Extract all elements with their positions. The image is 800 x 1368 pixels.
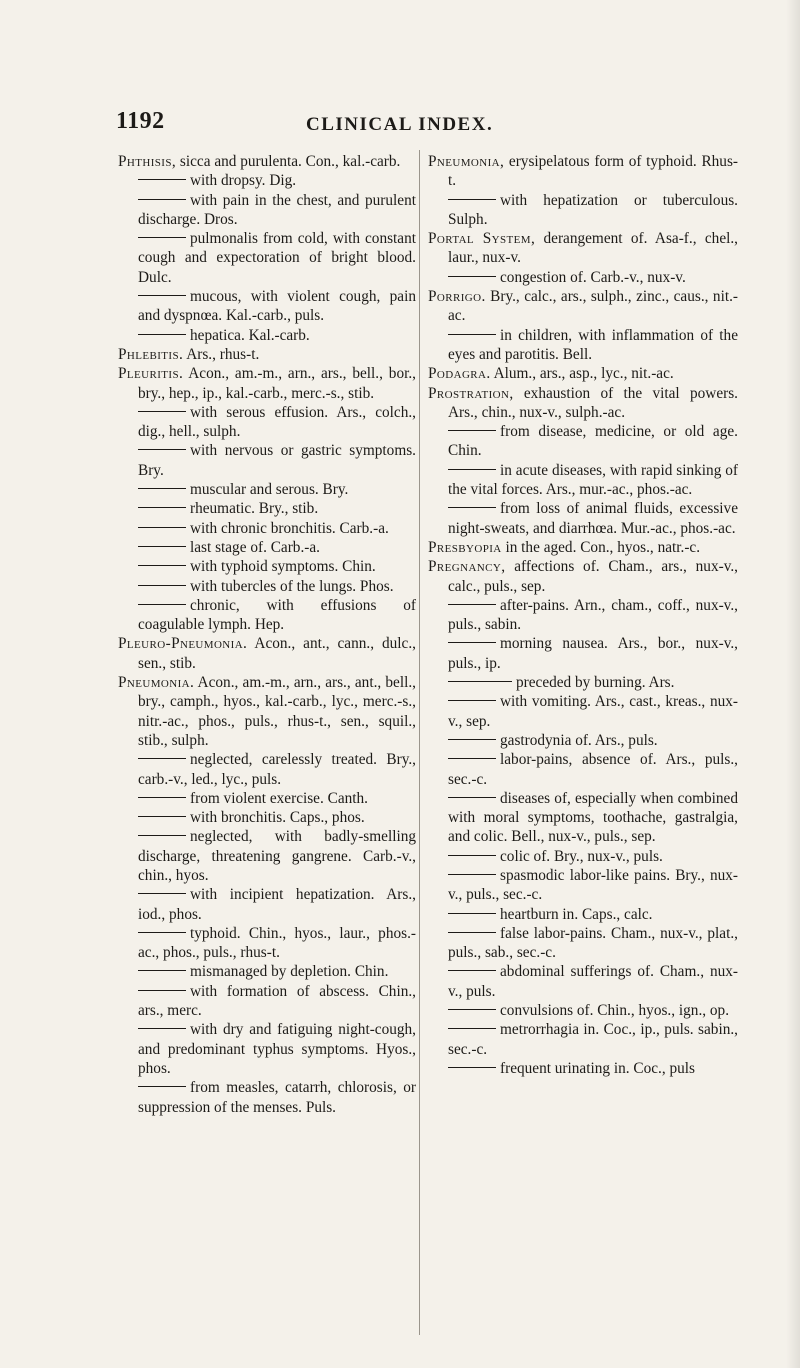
index-subentry-text: with serous effusion. Ars., colch., dig., hell., sulph. — [138, 403, 416, 441]
index-subentry — [428, 268, 738, 287]
index-remedies: Alum., ars., asp., lyc., nit.-ac. — [490, 365, 674, 383]
index-remedies: Acon., ant., cann., dulc., sen., stib. — [138, 635, 416, 672]
ditto-dash — [448, 874, 496, 875]
index-subentry-text: frequent urinating in. Coc., puls — [500, 1059, 695, 1077]
index-entry — [428, 557, 738, 596]
index-term: Pneumonia. — [118, 674, 195, 692]
index-subentry — [428, 866, 738, 905]
index-subentry — [428, 634, 738, 673]
ditto-dash — [448, 1009, 496, 1010]
index-remedies: erysipelatous form of typhoid. Rhus-t. — [448, 153, 738, 190]
index-subentry — [118, 557, 416, 576]
index-subentry — [118, 808, 416, 827]
index-entry — [118, 673, 416, 750]
index-subentry-text: with tubercles of the lungs. Phos. — [190, 577, 394, 595]
index-subentry — [118, 287, 416, 326]
index-entry — [118, 345, 416, 364]
index-subentry-text: colic of. Bry., nux-v., puls. — [500, 847, 663, 865]
ditto-dash — [448, 970, 496, 971]
index-subentry — [118, 1078, 416, 1117]
ditto-dash — [138, 932, 186, 933]
index-entry — [428, 384, 738, 423]
ditto-dash — [138, 1086, 186, 1087]
index-subentry-text: gastrodynia of. Ars., puls. — [500, 731, 658, 749]
index-subentry-text: with pain in the chest, and purulent discharge. Dros. — [138, 191, 416, 228]
index-subentry-text: with bronchitis. Caps., phos. — [190, 809, 365, 827]
ditto-dash — [138, 488, 186, 489]
page-number: 1192 — [116, 108, 165, 134]
index-subentry — [428, 750, 738, 789]
ditto-dash — [448, 681, 512, 682]
index-subentry — [118, 441, 416, 480]
index-term: Prostration, — [428, 384, 514, 402]
index-subentry — [428, 326, 738, 365]
page-edge-shadow — [786, 0, 800, 1368]
index-subentry-text: from measles, catarrh, chlorosis, or suppression of the menses. Puls. — [138, 1079, 416, 1116]
ditto-dash — [138, 816, 186, 817]
index-subentry — [428, 461, 738, 500]
index-term: Podagra. — [428, 365, 491, 383]
ditto-dash — [138, 893, 186, 894]
index-term: Pneumonia, — [428, 153, 505, 170]
index-subentry-text: with dry and fatiguing night-cough, and predominant typhus symptoms. Hyos., phos. — [138, 1021, 416, 1077]
index-subentry-text: from violent exercise. Canth. — [190, 789, 368, 807]
index-entry — [428, 229, 738, 268]
ditto-dash — [138, 565, 186, 566]
index-subentry — [118, 326, 416, 345]
index-subentry-text: morning nausea. Ars., bor., nux-v., puls., ip. — [448, 635, 738, 672]
index-remedies: derangement of. Asa-f., chel., laur., nux-v. — [448, 230, 739, 267]
running-head: CLINICAL INDEX. — [306, 114, 494, 135]
index-entry — [428, 538, 738, 557]
index-subentry-text: with incipient hepatization. Ars., iod., phos. — [138, 886, 416, 923]
index-subentry — [428, 1059, 738, 1078]
index-subentry-text: with nervous or gastric symptoms. Bry. — [138, 442, 416, 479]
ditto-dash — [138, 797, 186, 798]
index-entry — [118, 364, 416, 403]
ditto-dash — [138, 604, 186, 605]
index-subentry — [428, 905, 738, 924]
index-remedies: Acon., am.-m., arn., ars., ant., bell., bry., camph., hyos., kal.-carb., lyc., merc.-s., nitr.-ac., phos., puls., rhus-t., sen., squil., stib., sulph. — [138, 674, 416, 749]
index-subentry — [428, 1001, 738, 1020]
ditto-dash — [138, 334, 186, 335]
index-term: Pregnancy, — [428, 558, 506, 576]
index-column-right — [428, 152, 738, 1078]
ditto-dash — [138, 411, 186, 412]
index-term: Pleuritis. — [118, 365, 184, 383]
index-term: Pleuro-Pneumonia. — [118, 635, 248, 653]
index-subentry-text: metrorrhagia in. Coc., ip., puls. sabin., sec.-c. — [448, 1021, 738, 1058]
index-subentry-text: hepatica. Kal.-carb. — [190, 326, 310, 344]
index-remedies: Ars., rhus-t. — [183, 345, 260, 363]
index-subentry-text: in acute diseases, with rapid sinking of the vital forces. Ars., mur.-ac., phos.-ac. — [448, 461, 738, 499]
ditto-dash — [448, 1028, 496, 1029]
index-subentry — [428, 191, 738, 230]
index-entry — [428, 287, 738, 326]
index-subentry-text: diseases of, especially when combined with moral symptoms, toothache, gastralgia, and colic. Bell., nux-v., puls., sep. — [448, 789, 738, 846]
ditto-dash — [448, 700, 496, 701]
ditto-dash — [448, 855, 496, 856]
index-remedies: Acon., am.-m., arn., ars., bell., bor., bry., hep., ip., kal.-carb., merc.-s., stib. — [138, 365, 416, 402]
ditto-dash — [448, 1067, 496, 1068]
index-subentry — [118, 962, 416, 981]
index-subentry — [118, 924, 416, 963]
index-subentry — [428, 924, 738, 963]
index-remedies: in the aged. Con., hyos., natr.-c. — [501, 538, 701, 556]
index-subentry-text: rheumatic. Bry., stib. — [190, 500, 319, 518]
index-subentry-text: typhoid. Chin., hyos., laur., phos.-ac., phos., puls., rhus-t. — [138, 924, 416, 962]
ditto-dash — [138, 507, 186, 508]
index-term: Phthisis, — [118, 153, 177, 170]
index-subentry-text: after-pains. Arn., cham., coff., nux-v., puls., sabin. — [448, 596, 738, 634]
index-subentry-text: labor-pains, absence of. Ars., puls., sec.-c. — [448, 751, 738, 788]
index-entry — [428, 152, 738, 191]
index-subentry — [428, 692, 738, 731]
ditto-dash — [448, 507, 496, 508]
ditto-dash — [448, 642, 496, 643]
index-subentry — [118, 538, 416, 557]
ditto-dash — [138, 295, 186, 296]
ditto-dash — [138, 237, 186, 238]
index-subentry-text: neglected, carelessly treated. Bry., carb.-v., led., lyc., puls. — [138, 751, 416, 788]
ditto-dash — [448, 739, 496, 740]
index-subentry-text: pulmonalis from cold, with constant cough and expectoration of bright blood. Dulc. — [138, 230, 416, 286]
index-column-left — [118, 152, 416, 1117]
index-term: Porrigo. — [428, 288, 486, 306]
index-subentry-text: from disease, medicine, or old age. Chin. — [448, 423, 738, 460]
index-subentry — [118, 480, 416, 499]
index-subentry — [118, 789, 416, 808]
index-subentry-text: spasmodic labor-like pains. Bry., nux-v., puls., sec.-c. — [448, 866, 738, 904]
column-divider — [419, 150, 420, 1335]
ditto-dash — [138, 990, 186, 991]
index-subentry — [118, 403, 416, 442]
index-subentry — [428, 731, 738, 750]
index-subentry — [118, 982, 416, 1021]
index-subentry — [428, 789, 738, 847]
index-subentry-text: heartburn in. Caps., calc. — [500, 905, 653, 923]
ditto-dash — [138, 449, 186, 450]
index-subentry — [118, 171, 416, 190]
ditto-dash — [138, 179, 186, 180]
index-subentry — [118, 750, 416, 789]
index-entry — [428, 364, 738, 383]
index-subentry — [118, 827, 416, 885]
ditto-dash — [448, 276, 496, 277]
index-subentry — [118, 596, 416, 635]
index-remedies: exhaustion of the vital powers. Ars., chin., nux-v., sulph.-ac. — [448, 384, 738, 421]
index-subentry-text: with formation of abscess. Chin., ars., merc. — [138, 982, 416, 1020]
index-subentry-text: mucous, with violent cough, pain and dyspnœa. Kal.-carb., puls. — [138, 288, 416, 325]
index-subentry-text: congestion of. Carb.-v., nux-v. — [500, 268, 686, 286]
index-subentry — [118, 499, 416, 518]
index-subentry-text: preceded by burning. Ars. — [516, 674, 675, 692]
index-subentry — [118, 229, 416, 287]
ditto-dash — [138, 1028, 186, 1029]
index-subentry-text: false labor-pains. Cham., nux-v., plat., puls., sab., sec.-c. — [448, 924, 738, 962]
ditto-dash — [448, 334, 496, 335]
ditto-dash — [448, 932, 496, 933]
index-remedies: affections of. Cham., ars., nux-v., calc., puls., sep. — [448, 558, 738, 595]
index-term: Presbyopia — [428, 538, 502, 556]
index-subentry-text: with chronic bronchitis. Carb.-a. — [190, 519, 389, 537]
index-term: Portal System, — [428, 230, 536, 248]
index-subentry — [118, 885, 416, 924]
index-subentry-text: abdominal sufferings of. Cham., nux-v., puls. — [448, 963, 738, 1000]
index-subentry — [428, 673, 738, 692]
ditto-dash — [138, 527, 186, 528]
index-subentry-text: with typhoid symptoms. Chin. — [190, 558, 376, 576]
ditto-dash — [448, 913, 496, 914]
ditto-dash — [138, 585, 186, 586]
index-subentry-text: with dropsy. Dig. — [190, 172, 297, 190]
index-term: Phlebitis. — [118, 345, 184, 363]
index-subentry-text: convulsions of. Chin., hyos., ign., op. — [500, 1002, 730, 1020]
ditto-dash — [448, 430, 496, 431]
index-subentry — [428, 422, 738, 461]
index-subentry-text: last stage of. Carb.-a. — [190, 538, 320, 556]
index-subentry-text: chronic, with effusions of coagulable lymph. Hep. — [138, 596, 416, 634]
index-subentry — [118, 577, 416, 596]
index-subentry — [118, 519, 416, 538]
index-subentry — [428, 847, 738, 866]
index-remedies: Bry., calc., ars., sulph., zinc., caus., nit.-ac. — [448, 288, 738, 325]
ditto-dash — [138, 835, 186, 836]
ditto-dash — [448, 758, 496, 759]
index-subentry-text: with vomiting. Ars., cast., kreas., nux-v., sep. — [448, 693, 738, 730]
index-subentry-text: in children, with inflammation of the eyes and parotitis. Bell. — [448, 326, 738, 363]
index-subentry-text: from loss of animal fluids, excessive night-sweats, and diarrhœa. Mur.-ac., phos.-ac. — [448, 500, 738, 537]
ditto-dash — [448, 199, 496, 200]
index-subentry — [428, 596, 738, 635]
index-subentry-text: with hepatization or tuberculous. Sulph. — [448, 191, 738, 228]
ditto-dash — [138, 199, 186, 200]
index-subentry-text: muscular and serous. Bry. — [190, 481, 349, 499]
index-subentry — [428, 962, 738, 1001]
index-entry — [118, 152, 416, 171]
index-subentry — [118, 191, 416, 230]
ditto-dash — [448, 469, 496, 470]
ditto-dash — [448, 604, 496, 605]
ditto-dash — [138, 758, 186, 759]
index-entry — [118, 634, 416, 673]
ditto-dash — [448, 797, 496, 798]
index-subentry-text: neglected, with badly-smelling discharge, threatening gangrene. Carb.-v., chin., hyos. — [138, 828, 416, 884]
index-subentry-text: mismanaged by depletion. Chin. — [190, 963, 389, 981]
index-subentry — [428, 1020, 738, 1059]
ditto-dash — [138, 970, 186, 971]
page-header — [116, 108, 740, 148]
index-subentry — [428, 499, 738, 538]
index-subentry — [118, 1020, 416, 1078]
index-remedies: sicca and purulenta. Con., kal.-carb. — [176, 153, 401, 170]
ditto-dash — [138, 546, 186, 547]
